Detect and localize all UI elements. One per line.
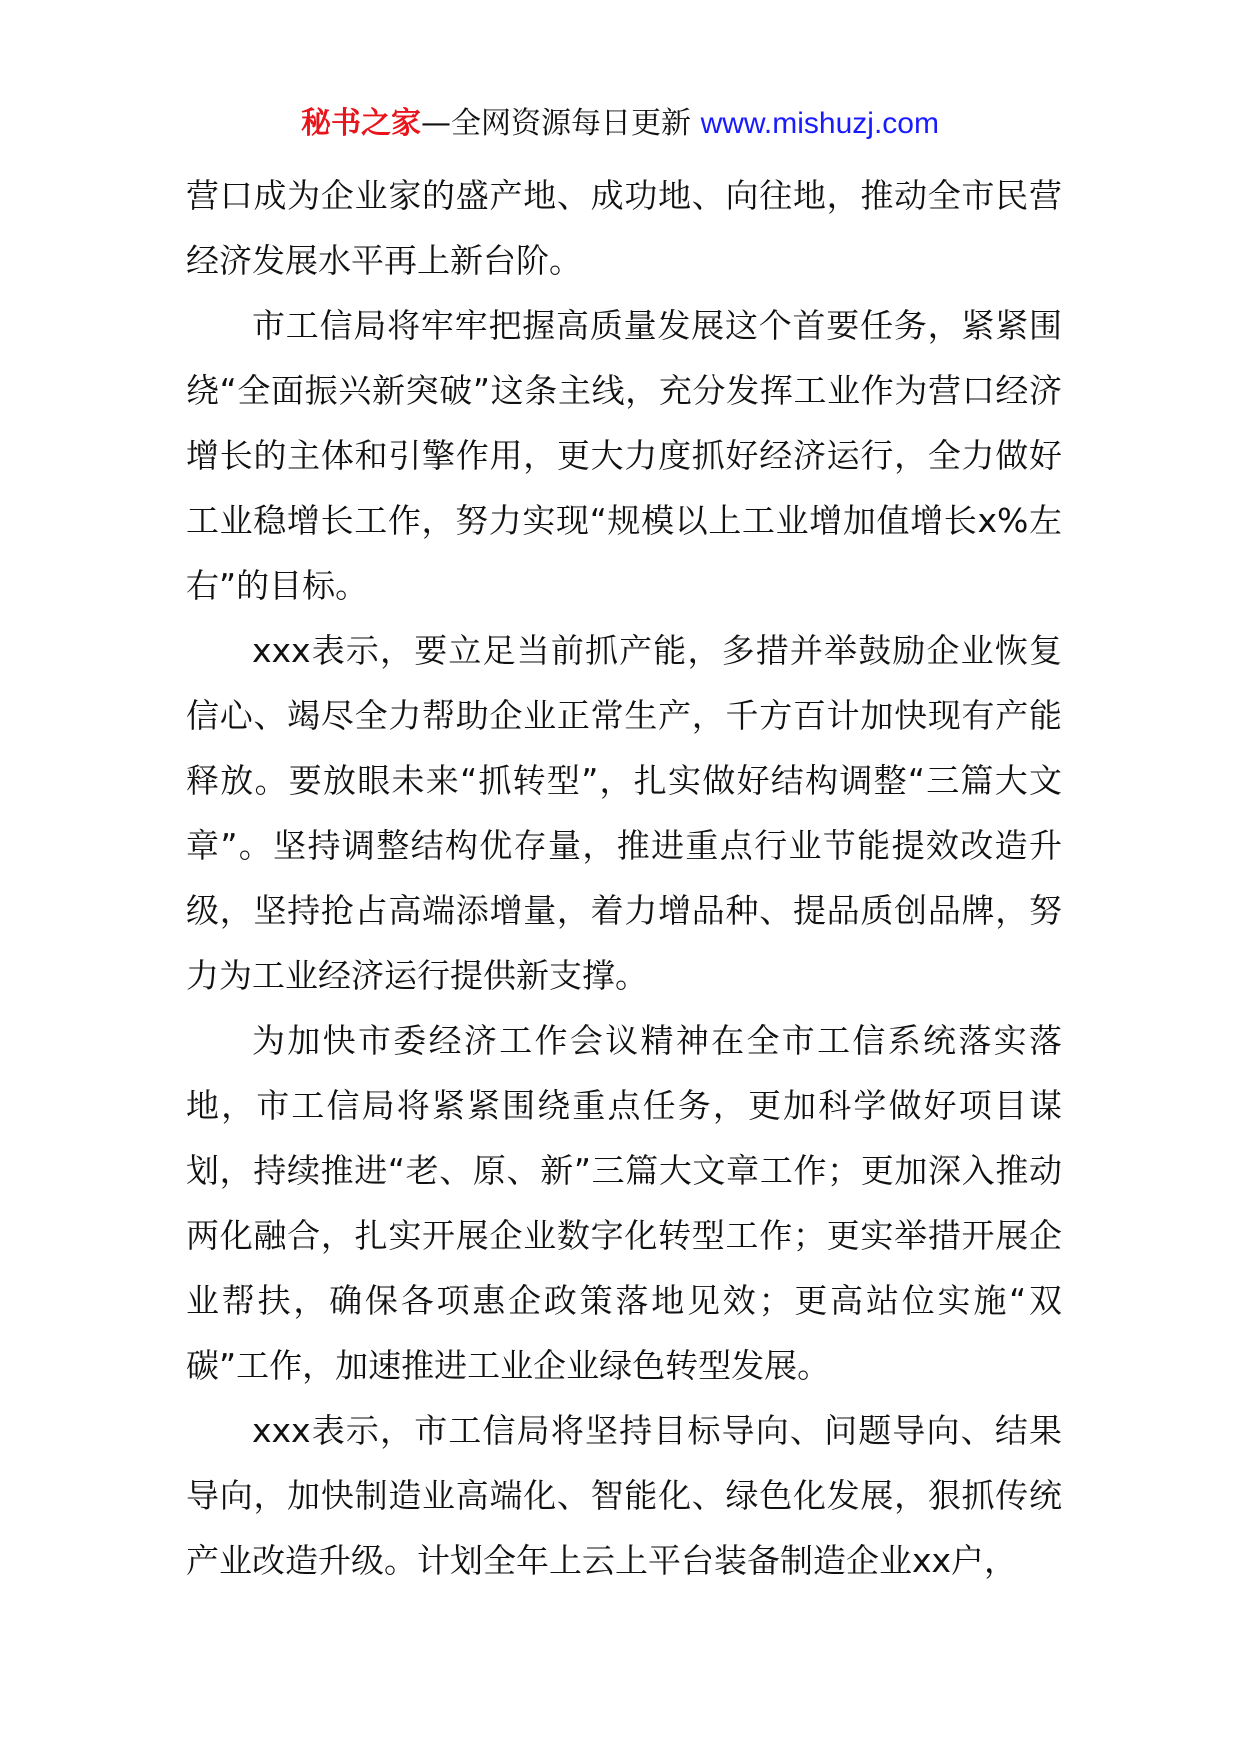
document-body [186, 163, 1062, 1593]
paragraph: 市工信局将牢牢把握高质量发展这个首要任务，紧紧围绕“全面振兴新突破”这条主线，充分发挥工业作为营口经济增长的主体和引擎作用，更大力度抓好经济运行，全力做好工业稳增长工作，努力实现“规模以上工业增加值增长x%左右”的目标。 [186, 306, 1062, 605]
page-header [0, 102, 1240, 146]
brand-name: 秘书之家 [301, 106, 422, 141]
paragraph: 为加快市委经济工作会议精神在全市工信系统落实落地，市工信局将紧紧围绕重点任务，更加科学做好项目谋划，持续推进“老、原、新”三篇大文章工作；更加深入推动两化融合，扎实开展企业数字化转型工作；更实举措开展企业帮扶，确保各项惠企政策落地见效；更高站位实施“双碳”工作，加速推进工业企业绿色转型发展。 [186, 1021, 1062, 1385]
paragraph: xxx表示，要立足当前抓产能，多措并举鼓励企业恢复信心、竭尽全力帮助企业正常生产，千方百计加快现有产能释放。要放眼未来“抓转型”，扎实做好结构调整“三篇大文章”。坚持调整结构优存量，推进重点行业节能提效改造升级，坚持抢占高端添增量，着力增品种、提品质创品牌，努力为工业经济运行提供新支撑。 [186, 631, 1062, 995]
paragraph-continued: 营口成为企业家的盛产地、成功地、向往地，推动全市民营经济发展水平再上新台阶。 [186, 176, 1062, 280]
site-url-link[interactable]: www.mishuzj.com [700, 107, 939, 140]
header-tagline: —全网资源每日更新 [421, 106, 692, 141]
paragraph: xxx表示，市工信局将坚持目标导向、问题导向、结果导向，加快制造业高端化、智能化、绿色化发展，狠抓传统产业改造升级。计划全年上云上平台装备制造企业xx户， [186, 1411, 1062, 1580]
